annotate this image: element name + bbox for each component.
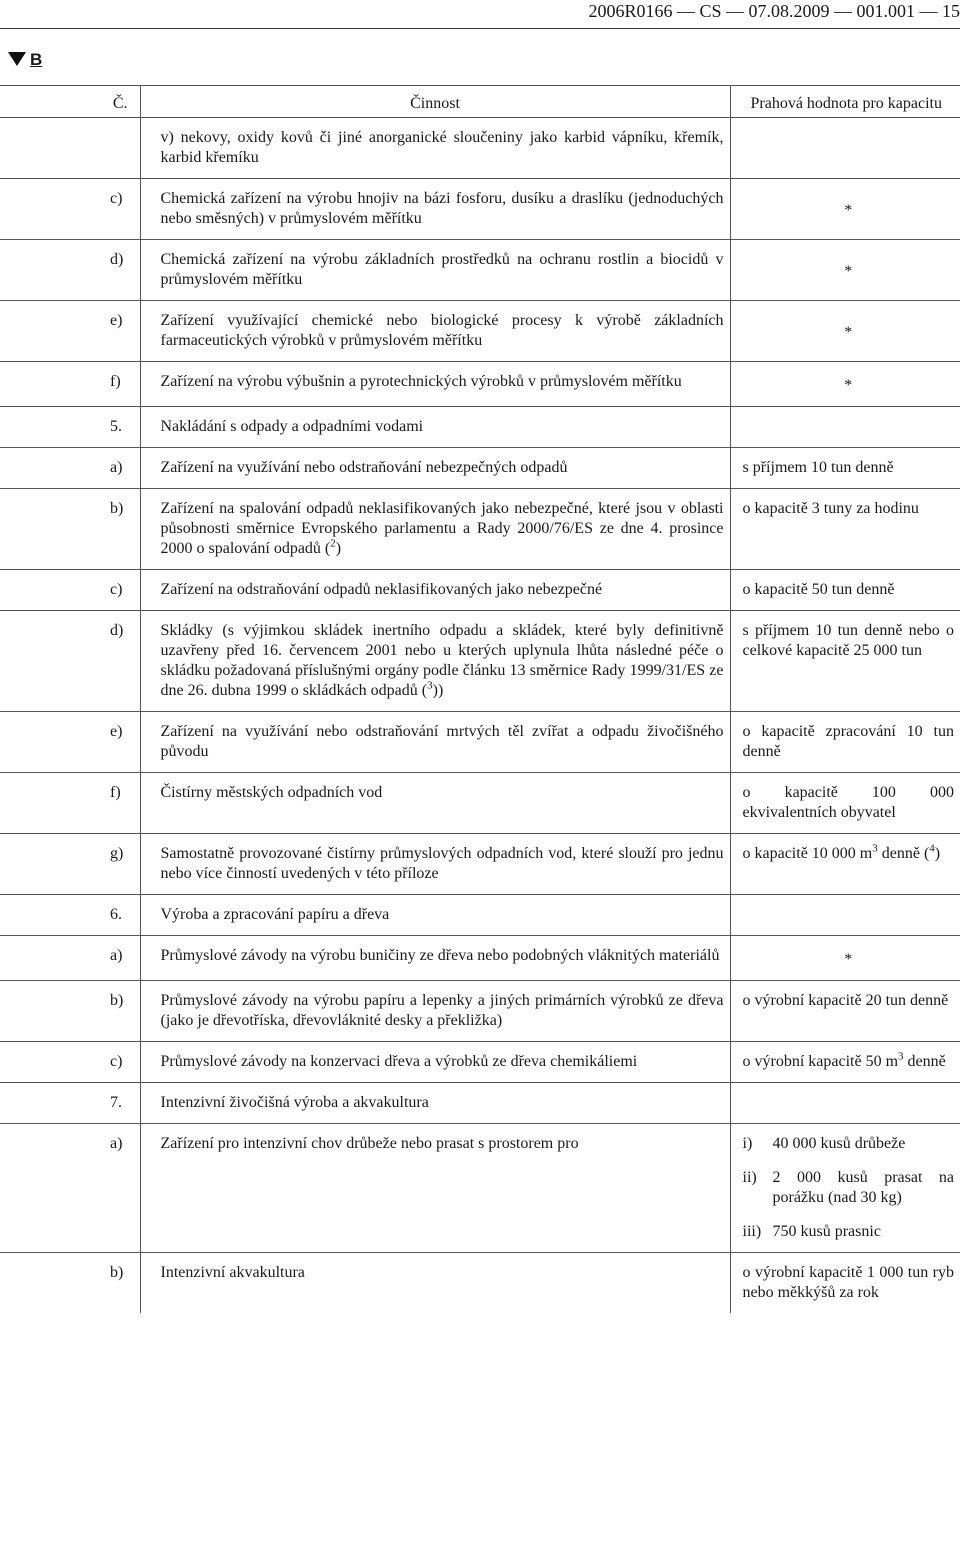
row-label: e): [0, 301, 140, 362]
footnote-ref: 2: [330, 537, 336, 550]
table-row: [0, 1083, 960, 1124]
row-threshold: [730, 1042, 960, 1083]
row-threshold: [730, 712, 960, 773]
row-activity: [140, 1083, 730, 1124]
table-header-row: [0, 86, 960, 118]
activity-text: Zařízení na výrobu výbušnin a pyrotechnických výrobků v průmyslovém měřítku: [160, 373, 682, 390]
table-row: [0, 489, 960, 570]
row-label: f): [0, 362, 140, 407]
activity-text: Zařízení na odstraňování odpadů neklasifikovaných jako nebezpečné: [160, 581, 603, 598]
row-activity: [140, 1042, 730, 1083]
list-item-text: 2 000 kusů prasat na porážku (nad 30 kg): [772, 1169, 954, 1206]
row-label: 7.: [0, 1083, 140, 1124]
table-row: [0, 362, 960, 407]
activity-text: Intenzivní akvakultura: [160, 1264, 305, 1281]
row-activity: [140, 240, 730, 301]
list-item-text: 40 000 kusů drůbeže: [772, 1135, 906, 1152]
row-label: b): [0, 981, 140, 1042]
row-activity: [140, 936, 730, 981]
threshold-text: o kapacitě zpracování 10 tun denně: [742, 723, 954, 760]
row-threshold: [730, 570, 960, 611]
threshold-text: s příjmem 10 tun denně nebo o celkové kapacitě 25 000 tun: [742, 622, 954, 659]
activity-text-end: ): [335, 540, 342, 557]
row-activity: [140, 712, 730, 773]
row-activity: [140, 981, 730, 1042]
row-label: d): [0, 240, 140, 301]
threshold-text: *: [844, 377, 853, 394]
row-activity: [140, 118, 730, 179]
row-label: c): [0, 179, 140, 240]
activity-text: Chemická zařízení na výrobu základních prostředků na ochranu rostlin a biocidů v průmyslovém měřítku: [160, 251, 724, 288]
table-row: [0, 1124, 960, 1253]
row-threshold: [730, 448, 960, 489]
activity-text: Průmyslové závody na výrobu papíru a lepenky a jiných primárních výrobků ze dřeva (jako je dřevotříska, dřevovláknité desky a překližka): [160, 992, 724, 1029]
threshold-text: *: [844, 263, 853, 280]
row-label: b): [0, 489, 140, 570]
activity-text: Zařízení na spalování odpadů neklasifikovaných jako nebezpečné, které jsou v oblasti působnosti směrnice Evropského parlamentu a Rady 2000/76/ES ze dne 4. prosince 2000 o spalování odpadů (: [160, 500, 724, 557]
list-item: [743, 1168, 955, 1208]
row-threshold: [730, 118, 960, 179]
row-activity: [140, 1253, 730, 1314]
threshold-text: s příjmem 10 tun denně: [742, 459, 894, 476]
table-row: [0, 301, 960, 362]
table-row: [0, 118, 960, 179]
threshold-text: o kapacitě 10 000 m: [742, 845, 873, 862]
activity-text: Zařízení pro intenzivní chov drůbeže nebo prasat s prostorem pro: [160, 1135, 579, 1152]
table-row: [0, 773, 960, 834]
row-label: c): [0, 570, 140, 611]
column-header-number: Č.: [0, 86, 140, 118]
row-activity: [140, 895, 730, 936]
row-threshold: [730, 1253, 960, 1314]
threshold-list: [743, 1134, 955, 1242]
footnote-ref: 3: [427, 679, 433, 692]
threshold-text: o výrobní kapacitě 1 000 tun ryb nebo měkkýšů za rok: [742, 1264, 954, 1301]
header-rule: [0, 28, 960, 29]
column-header-threshold: Prahová hodnota pro kapacitu: [730, 86, 960, 118]
threshold-text: o kapacitě 50 tun denně: [742, 581, 895, 598]
threshold-text: o kapacitě 100 000 ekvivalentních obyvatel: [742, 784, 954, 821]
row-threshold: [730, 407, 960, 448]
row-label: c): [0, 1042, 140, 1083]
activity-text: Nakládání s odpady a odpadními vodami: [160, 418, 424, 435]
table-body: [0, 118, 960, 1314]
row-activity: [140, 611, 730, 712]
row-activity: [140, 570, 730, 611]
row-threshold: [730, 362, 960, 407]
threshold-text: o kapacitě 3 tuny za hodinu: [742, 500, 919, 517]
table-row: [0, 936, 960, 981]
column-header-activity: Činnost: [140, 86, 730, 118]
activity-text: Zařízení využívající chemické nebo biologické procesy k výrobě základních farmaceutických výrobků v průmyslovém měřítku: [160, 312, 724, 349]
row-activity: [140, 489, 730, 570]
row-activity: [140, 834, 730, 895]
row-threshold: [730, 1124, 960, 1253]
row-label: f): [0, 773, 140, 834]
table-row: [0, 1042, 960, 1083]
row-activity: [140, 448, 730, 489]
list-item-text: 750 kusů prasnic: [772, 1223, 881, 1240]
row-activity: [140, 407, 730, 448]
activity-text: Intenzivní živočišná výroba a akvakultura: [160, 1094, 429, 1111]
row-label: a): [0, 448, 140, 489]
threshold-text: *: [844, 324, 853, 341]
row-activity: [140, 179, 730, 240]
document-reference: 2006R0166 — CS — 07.08.2009 — 001.001 — 15: [588, 1, 960, 21]
row-threshold: [730, 834, 960, 895]
row-label: 5.: [0, 407, 140, 448]
table-row: [0, 240, 960, 301]
row-label: [0, 118, 140, 179]
activity-text: Průmyslové závody na výrobu buničiny ze dřeva nebo podobných vláknitých materiálů: [160, 947, 720, 964]
table-row: [0, 570, 960, 611]
threshold-text-end: denně: [903, 1053, 946, 1070]
unit-exponent: 3: [872, 842, 878, 855]
row-label: 6.: [0, 895, 140, 936]
triangle-down-icon: [8, 52, 26, 66]
activity-text: Zařízení na využívání nebo odstraňování mrtvých těl zvířat a odpadu živočišného původu: [160, 723, 724, 760]
marker-letter: B: [30, 50, 43, 69]
table-row: [0, 895, 960, 936]
row-threshold: [730, 895, 960, 936]
row-threshold: [730, 936, 960, 981]
activity-text: Samostatně provozované čistírny průmyslových odpadních vod, které slouží pro jednu nebo více činností uvedených v této příloze: [160, 845, 724, 882]
activity-text-end: )): [432, 682, 444, 699]
row-activity: [140, 301, 730, 362]
activities-table: [0, 85, 960, 1313]
row-threshold: [730, 611, 960, 712]
activity-text: Výroba a zpracování papíru a dřeva: [160, 906, 390, 923]
row-activity: [140, 362, 730, 407]
row-label: e): [0, 712, 140, 773]
table-row: [0, 1253, 960, 1314]
activity-text: Chemická zařízení na výrobu hnojiv na bázi fosforu, dusíku a draslíku (jednoduchých nebo směsných) v průmyslovém měřítku: [160, 190, 724, 227]
threshold-text: o výrobní kapacitě 20 tun denně: [742, 992, 949, 1009]
table-row: [0, 611, 960, 712]
activity-text: Čistírny městských odpadních vod: [160, 784, 383, 801]
table-row: [0, 448, 960, 489]
row-activity: [140, 1124, 730, 1253]
list-item: [743, 1222, 955, 1242]
consolidation-marker: [8, 50, 42, 70]
table-row: [0, 712, 960, 773]
page-header: [0, 0, 960, 50]
row-label: g): [0, 834, 140, 895]
row-label: b): [110, 1264, 124, 1281]
activity-text: Průmyslové závody na konzervaci dřeva a výrobků ze dřeva chemikáliemi: [160, 1053, 638, 1070]
unit-exponent: 3: [898, 1050, 904, 1063]
list-item-mark: iii): [742, 1223, 762, 1240]
activity-text: Skládky (s výjimkou skládek inertního odpadu a skládek, které byly definitivně uzavřeny před 16. červencem 2001 nebo u kterých uplynula lhůta následné péče o skládku požadovaná příslušnými orgány podle článku 13 směrnice Rady 1999/31/ES ze dne 26. dubna 1999 o skládkách odpadů (: [160, 622, 724, 699]
threshold-text-end: denně (: [877, 845, 930, 862]
threshold-text-close: ): [934, 845, 941, 862]
threshold-text: o výrobní kapacitě 50 m: [742, 1053, 899, 1070]
row-threshold: [730, 981, 960, 1042]
row-label: d): [0, 611, 140, 712]
table-row: [0, 834, 960, 895]
row-threshold: [730, 301, 960, 362]
table-row: [0, 407, 960, 448]
row-threshold: [730, 1083, 960, 1124]
table-row: [0, 179, 960, 240]
row-threshold: [730, 773, 960, 834]
list-item-mark: ii): [742, 1169, 757, 1186]
row-label: a): [0, 936, 140, 981]
row-label: a): [0, 1124, 140, 1253]
row-threshold: [730, 179, 960, 240]
threshold-text: *: [844, 951, 853, 968]
row-threshold: [730, 240, 960, 301]
footnote-ref: 4: [929, 842, 935, 855]
list-item-mark: i): [742, 1135, 753, 1152]
table-row: [0, 981, 960, 1042]
activity-text: Zařízení na využívání nebo odstraňování nebezpečných odpadů: [160, 459, 568, 476]
list-item: [743, 1134, 955, 1154]
activity-text: v) nekovy, oxidy kovů či jiné anorganické sloučeniny jako karbid vápníku, křemík, karbid křemíku: [160, 129, 724, 166]
row-activity: [140, 773, 730, 834]
threshold-text: *: [844, 202, 853, 219]
row-threshold: [730, 489, 960, 570]
